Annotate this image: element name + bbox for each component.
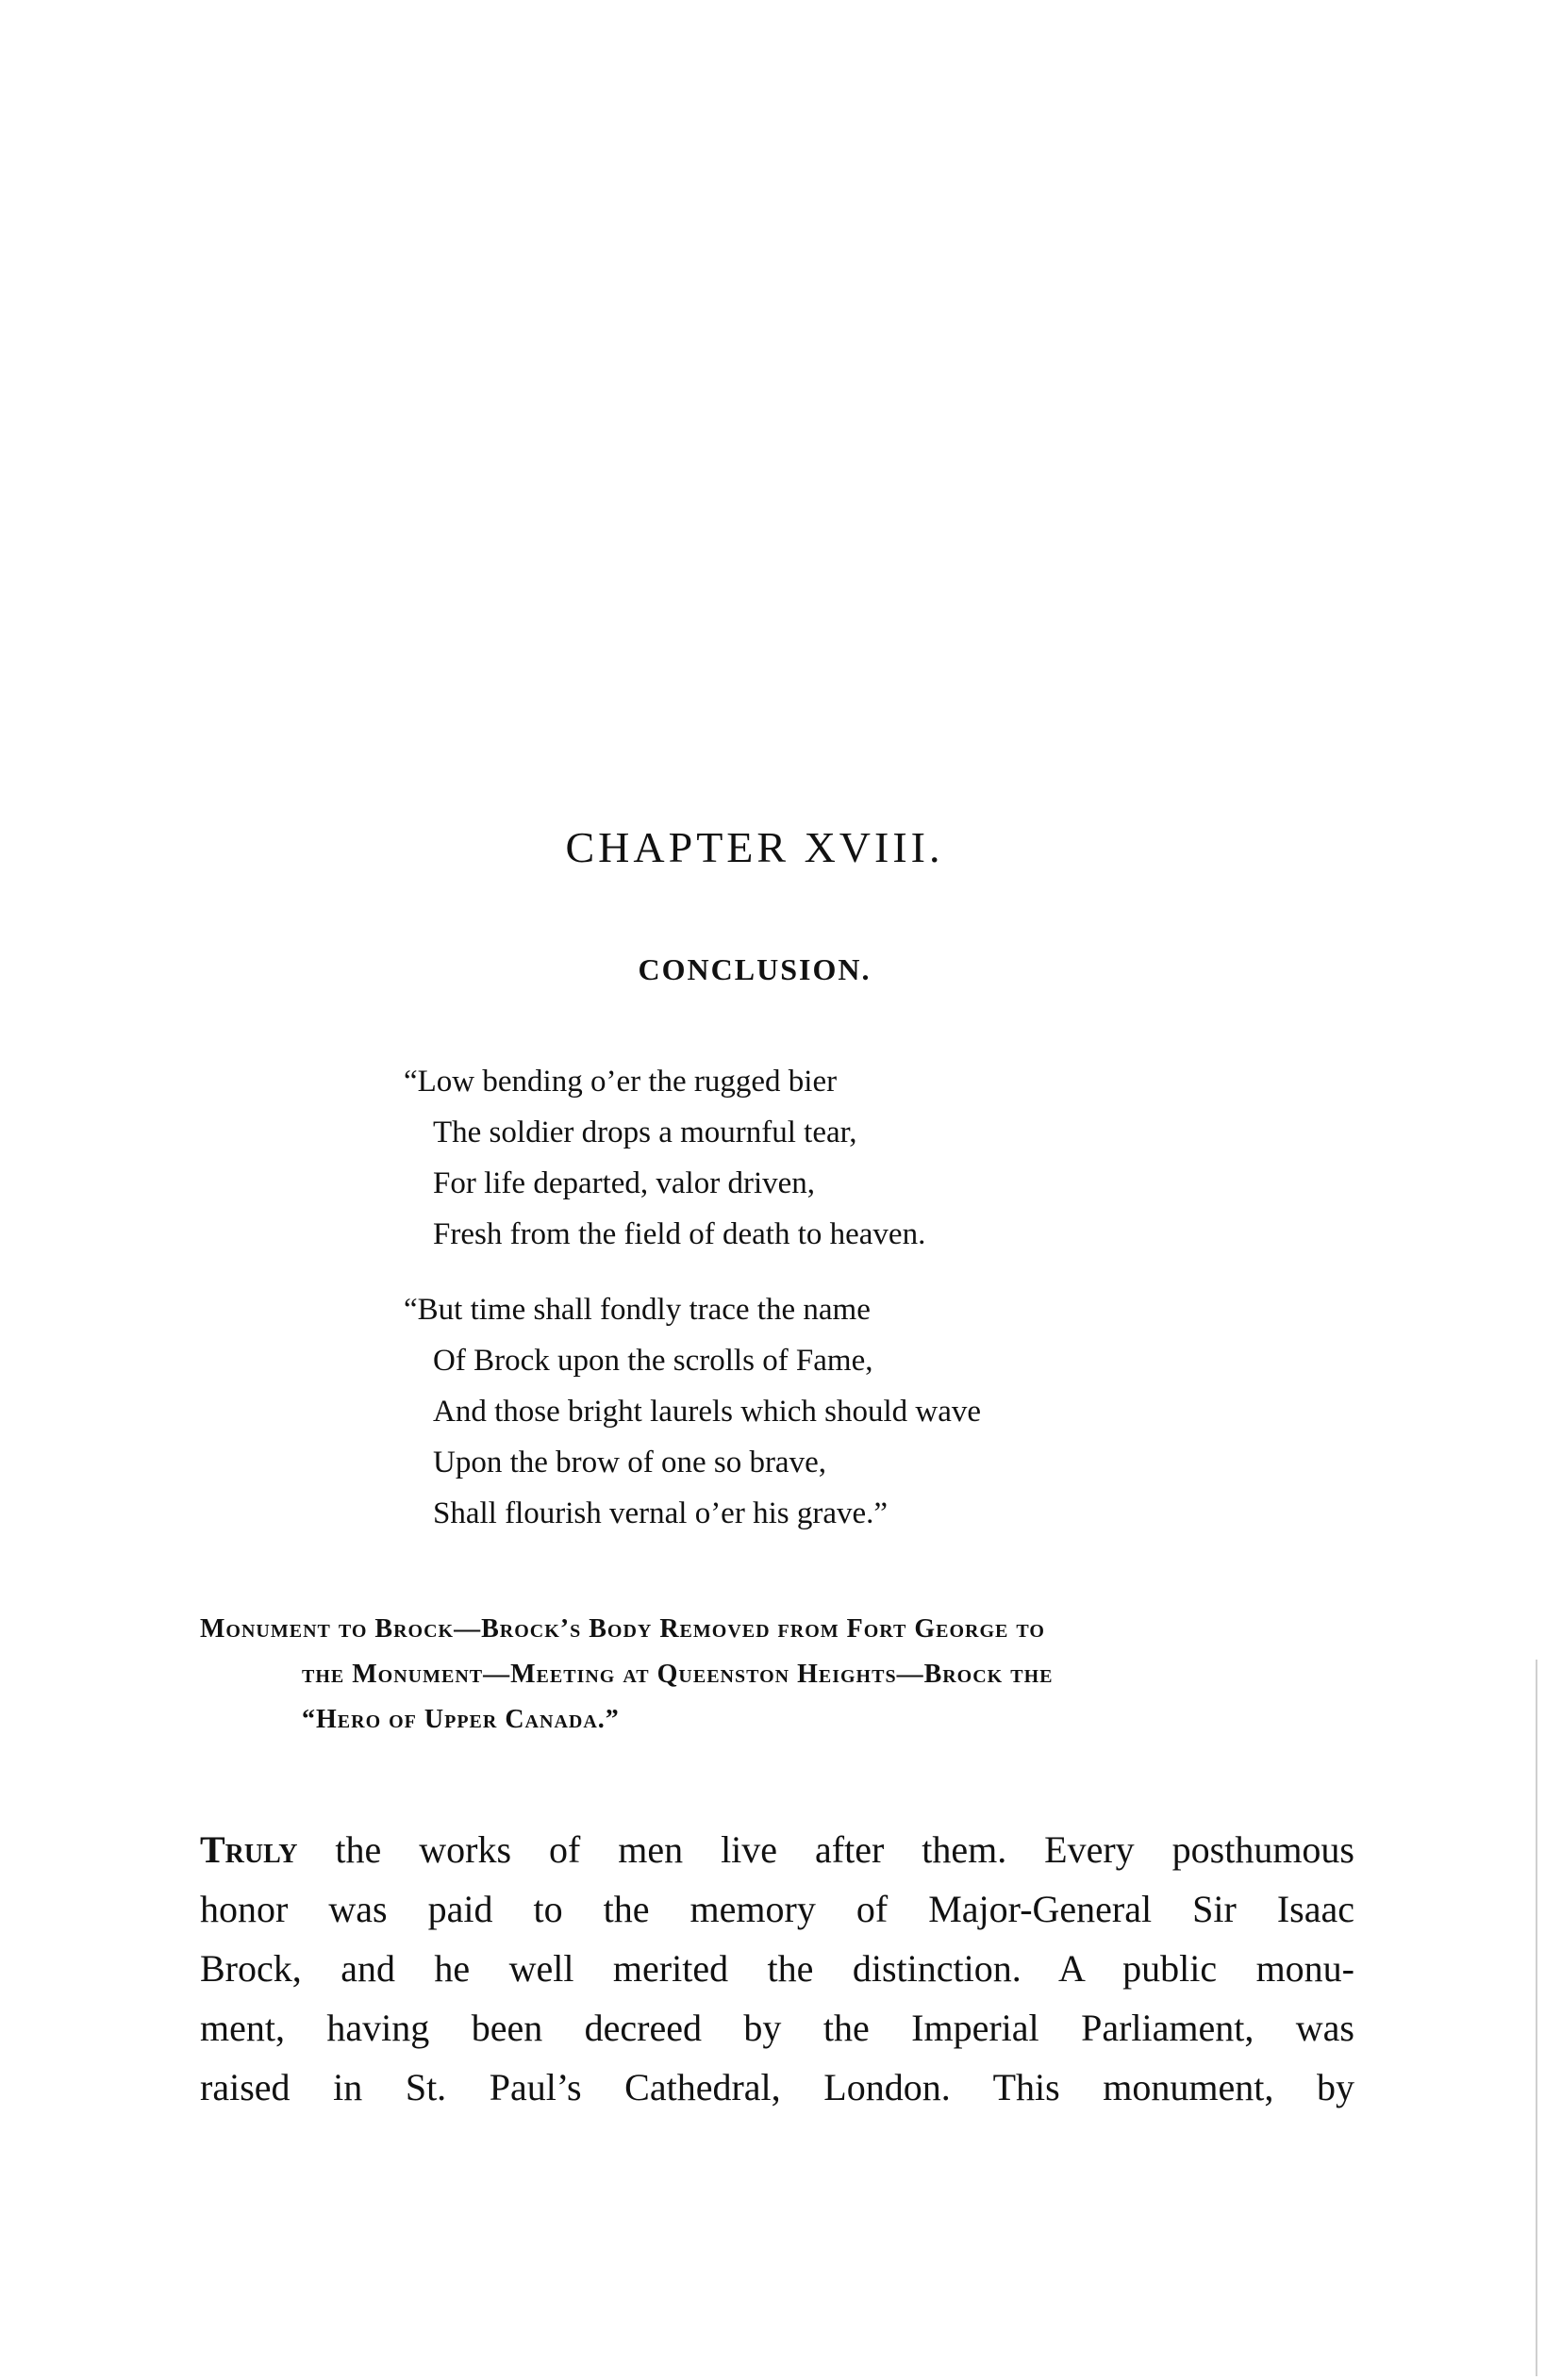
poem-line: Of Brock upon the scrolls of Fame, bbox=[433, 1344, 873, 1378]
poem-line: And those bright laurels which should wave bbox=[433, 1395, 982, 1429]
synopsis-line: the Monument—Meeting at Queenston Heights—Brock the bbox=[302, 1660, 1054, 1689]
poem-line: Shall flourish vernal o’er his grave.” bbox=[433, 1496, 889, 1530]
poem-line: “Low bending o’er the rugged bier bbox=[404, 1065, 838, 1099]
body-line bbox=[200, 1820, 1354, 1879]
poem-line: “But time shall fondly trace the name bbox=[404, 1293, 871, 1327]
page-edge-shadow bbox=[1536, 1660, 1537, 2376]
body-line: Brock, and he well merited the distinction. A public monu- bbox=[200, 1947, 1354, 1990]
poem-line: Fresh from the field of death to heaven. bbox=[433, 1217, 926, 1251]
body-line: honor was paid to the memory of Major-General Sir Isaac bbox=[200, 1888, 1354, 1930]
poem-line: The soldier drops a mournful tear, bbox=[433, 1116, 857, 1149]
synopsis-line: Monument to Brock—Brock’s Body Removed from Fort George to bbox=[200, 1614, 1045, 1644]
poem-stanza-2 bbox=[404, 1284, 1253, 1539]
poem-line: Upon the brow of one so brave, bbox=[433, 1446, 826, 1479]
chapter-subtitle: CONCLUSION. bbox=[638, 952, 872, 986]
synopsis-line: “Hero of Upper Canada.” bbox=[302, 1705, 620, 1734]
body-line: ment, having been decreed by the Imperial Parliament, was bbox=[200, 2007, 1354, 2049]
epigraph-poem bbox=[404, 1056, 1253, 1563]
poem-stanza-1 bbox=[404, 1056, 1253, 1260]
lead-word: Truly bbox=[200, 1828, 298, 1871]
body-paragraph bbox=[200, 1820, 1354, 2117]
first-line-rest: the works of men live after them. Every posthumous bbox=[297, 1828, 1354, 1871]
chapter-title: CHAPTER XVIII. bbox=[565, 823, 944, 871]
chapter-synopsis bbox=[200, 1607, 1351, 1743]
body-line: raised in St. Paul’s Cathedral, London. This monument, by bbox=[200, 2066, 1354, 2108]
poem-line: For life departed, valor driven, bbox=[433, 1166, 816, 1200]
